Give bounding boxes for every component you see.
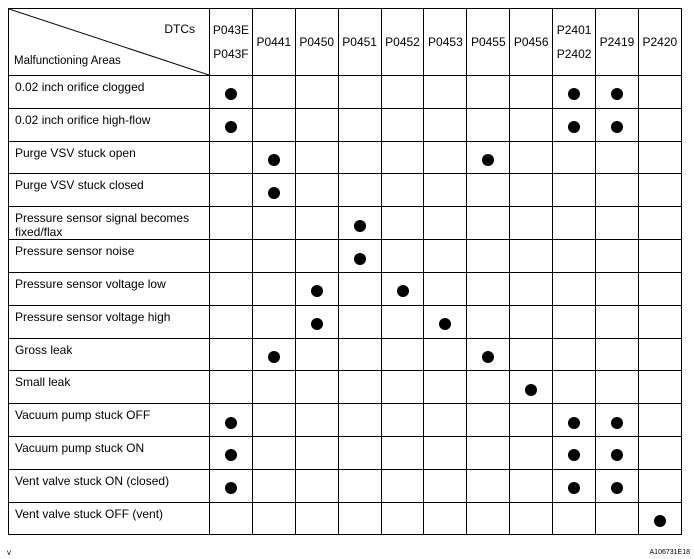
dtcs-header-label: DTCs <box>164 22 195 36</box>
dtc-mark-cell <box>467 240 510 273</box>
dtc-mark-cell <box>510 272 553 305</box>
dtc-mark-cell <box>381 338 424 371</box>
dtc-code: P2402 <box>556 47 592 61</box>
dtc-mark-cell <box>338 76 381 109</box>
malfunctioning-area-cell: Gross leak <box>9 338 210 371</box>
dtc-mark-cell <box>553 371 596 404</box>
dtc-code: P0450 <box>299 35 335 49</box>
dtc-mark-cell <box>424 469 467 502</box>
dtc-mark-cell <box>510 141 553 174</box>
dtc-mark-cell <box>467 469 510 502</box>
dtc-mark-cell <box>553 469 596 502</box>
dtc-mark-cell <box>553 436 596 469</box>
dtc-mark-cell <box>295 141 338 174</box>
dtc-mark-cell <box>596 338 639 371</box>
dtc-mark-cell <box>210 76 253 109</box>
dtc-mark-cell <box>252 502 295 535</box>
dtc-mark-cell <box>381 305 424 338</box>
table-row <box>9 404 682 437</box>
dtc-mark-cell <box>553 174 596 207</box>
dtc-column-header <box>596 9 639 76</box>
dtc-mark-cell <box>252 141 295 174</box>
table-row <box>9 207 682 240</box>
filled-circle-icon <box>611 88 623 100</box>
dtc-mark-cell <box>338 108 381 141</box>
dtc-mark-cell <box>252 76 295 109</box>
dtc-mark-cell <box>638 240 681 273</box>
dtc-mark-cell <box>553 338 596 371</box>
dtc-mark-cell <box>510 469 553 502</box>
dtc-mark-cell <box>596 371 639 404</box>
dtc-mark-cell <box>338 305 381 338</box>
malfunctioning-area-cell: Small leak <box>9 371 210 404</box>
dtc-mark-cell <box>210 404 253 437</box>
filled-circle-icon <box>568 121 580 133</box>
figure-code: A106731E18 <box>649 549 690 556</box>
dtc-mark-cell <box>553 108 596 141</box>
dtc-mark-cell <box>638 174 681 207</box>
filled-circle-icon <box>525 384 537 396</box>
dtc-column-header <box>381 9 424 76</box>
dtc-mark-cell <box>295 207 338 240</box>
dtc-mark-cell <box>424 371 467 404</box>
dtc-mark-cell <box>252 436 295 469</box>
dtc-code: P043E <box>212 23 249 37</box>
dtc-mark-cell <box>596 404 639 437</box>
dtc-mark-cell <box>510 207 553 240</box>
dtc-mark-cell <box>252 305 295 338</box>
dtc-mark-cell <box>210 108 253 141</box>
dtc-mark-cell <box>424 436 467 469</box>
dtc-mark-cell <box>638 207 681 240</box>
dtc-mark-cell <box>210 469 253 502</box>
malfunctioning-area-cell: 0.02 inch orifice clogged <box>9 76 210 109</box>
dtc-mark-cell <box>295 174 338 207</box>
dtc-mark-cell <box>596 174 639 207</box>
dtc-mark-cell <box>295 76 338 109</box>
dtc-mark-cell <box>210 436 253 469</box>
dtc-mark-cell <box>338 207 381 240</box>
dtc-mark-cell <box>210 272 253 305</box>
filled-circle-icon <box>482 351 494 363</box>
filled-circle-icon <box>611 482 623 494</box>
dtc-mark-cell <box>424 76 467 109</box>
dtc-mark-cell <box>553 305 596 338</box>
dtc-mark-cell <box>510 338 553 371</box>
dtc-mark-cell <box>381 436 424 469</box>
dtc-mark-cell <box>338 502 381 535</box>
dtc-mark-cell <box>467 305 510 338</box>
dtc-mark-cell <box>381 469 424 502</box>
corner-mark: v <box>7 548 11 557</box>
dtc-mark-cell <box>467 371 510 404</box>
dtc-malfunction-table <box>8 8 682 535</box>
dtc-mark-cell <box>295 240 338 273</box>
dtc-mark-cell <box>210 240 253 273</box>
dtc-column-header <box>553 9 596 76</box>
dtc-mark-cell <box>596 141 639 174</box>
filled-circle-icon <box>482 154 494 166</box>
dtc-mark-cell <box>381 108 424 141</box>
dtc-mark-cell <box>295 108 338 141</box>
dtc-mark-cell <box>510 240 553 273</box>
table-row <box>9 305 682 338</box>
dtc-mark-cell <box>467 272 510 305</box>
table-row <box>9 338 682 371</box>
dtc-mark-cell <box>424 141 467 174</box>
dtc-column-header <box>252 9 295 76</box>
dtc-mark-cell <box>424 240 467 273</box>
dtc-mark-cell <box>638 108 681 141</box>
dtc-mark-cell <box>295 272 338 305</box>
dtc-mark-cell <box>338 272 381 305</box>
dtc-mark-cell <box>553 240 596 273</box>
dtc-code: P0452 <box>385 35 420 49</box>
dtc-mark-cell <box>596 469 639 502</box>
dtc-mark-cell <box>510 108 553 141</box>
dtc-code: P2420 <box>642 35 678 49</box>
malfunctioning-area-cell: 0.02 inch orifice high-flow <box>9 108 210 141</box>
dtc-mark-cell <box>252 469 295 502</box>
dtc-mark-cell <box>553 141 596 174</box>
dtc-column-header <box>424 9 467 76</box>
dtc-mark-cell <box>638 371 681 404</box>
dtc-mark-cell <box>467 404 510 437</box>
dtc-mark-cell <box>467 141 510 174</box>
dtc-mark-cell <box>638 272 681 305</box>
dtc-mark-cell <box>295 404 338 437</box>
dtc-mark-cell <box>510 404 553 437</box>
table-row <box>9 240 682 273</box>
dtc-mark-cell <box>424 108 467 141</box>
filled-circle-icon <box>611 449 623 461</box>
dtc-mark-cell <box>596 76 639 109</box>
filled-circle-icon <box>311 285 323 297</box>
dtc-mark-cell <box>510 174 553 207</box>
dtc-mark-cell <box>596 502 639 535</box>
dtc-mark-cell <box>638 404 681 437</box>
dtc-mark-cell <box>467 502 510 535</box>
dtc-mark-cell <box>295 469 338 502</box>
dtc-mark-cell <box>252 207 295 240</box>
dtc-mark-cell <box>424 174 467 207</box>
filled-circle-icon <box>225 417 237 429</box>
dtc-mark-cell <box>295 436 338 469</box>
table-row <box>9 174 682 207</box>
dtc-code: P0453 <box>428 35 463 49</box>
dtc-mark-cell <box>424 305 467 338</box>
dtc-mark-cell <box>510 305 553 338</box>
filled-circle-icon <box>268 187 280 199</box>
filled-circle-icon <box>225 449 237 461</box>
dtc-mark-cell <box>381 174 424 207</box>
dtc-mark-cell <box>381 240 424 273</box>
table-row <box>9 469 682 502</box>
dtc-mark-cell <box>424 338 467 371</box>
dtc-mark-cell <box>210 207 253 240</box>
dtc-mark-cell <box>553 272 596 305</box>
dtc-mark-cell <box>596 305 639 338</box>
dtc-mark-cell <box>596 272 639 305</box>
dtc-mark-cell <box>638 76 681 109</box>
table-header-row <box>9 9 682 76</box>
table-row <box>9 371 682 404</box>
dtc-mark-cell <box>381 404 424 437</box>
dtc-mark-cell <box>338 371 381 404</box>
filled-circle-icon <box>354 253 366 265</box>
dtc-mark-cell <box>295 338 338 371</box>
dtc-mark-cell <box>467 76 510 109</box>
dtc-mark-cell <box>252 108 295 141</box>
filled-circle-icon <box>568 449 580 461</box>
filled-circle-icon <box>611 121 623 133</box>
dtc-mark-cell <box>424 207 467 240</box>
dtc-mark-cell <box>381 502 424 535</box>
dtc-mark-cell <box>252 338 295 371</box>
dtc-mark-cell <box>210 305 253 338</box>
filled-circle-icon <box>397 285 409 297</box>
dtc-mark-cell <box>338 469 381 502</box>
dtc-mark-cell <box>252 371 295 404</box>
dtc-mark-cell <box>338 338 381 371</box>
dtc-mark-cell <box>338 141 381 174</box>
dtc-mark-cell <box>638 469 681 502</box>
filled-circle-icon <box>225 482 237 494</box>
dtc-mark-cell <box>338 404 381 437</box>
dtc-mark-cell <box>381 141 424 174</box>
dtc-mark-cell <box>467 436 510 469</box>
dtc-mark-cell <box>424 272 467 305</box>
malfunctioning-areas-header-label: Malfunctioning Areas <box>14 55 121 67</box>
dtc-mark-cell <box>338 436 381 469</box>
filled-circle-icon <box>268 351 280 363</box>
dtc-code: P0455 <box>470 35 506 49</box>
dtc-mark-cell <box>596 207 639 240</box>
dtc-column-header <box>338 9 381 76</box>
filled-circle-icon <box>225 121 237 133</box>
dtc-mark-cell <box>295 305 338 338</box>
dtc-mark-cell <box>638 338 681 371</box>
dtc-column-header <box>210 9 253 76</box>
malfunctioning-area-cell: Vacuum pump stuck ON <box>9 436 210 469</box>
dtc-mark-cell <box>596 108 639 141</box>
dtc-code: P0456 <box>513 35 549 49</box>
table-row <box>9 502 682 535</box>
dtc-code: P043F <box>213 47 249 61</box>
dtc-mark-cell <box>210 502 253 535</box>
malfunctioning-area-cell: Vacuum pump stuck OFF <box>9 404 210 437</box>
dtc-mark-cell <box>295 371 338 404</box>
dtc-mark-cell <box>510 502 553 535</box>
table-row <box>9 108 682 141</box>
dtc-mark-cell <box>210 371 253 404</box>
dtc-mark-cell <box>638 502 681 535</box>
dtc-mark-cell <box>210 338 253 371</box>
dtc-mark-cell <box>510 436 553 469</box>
header-corner-cell <box>9 9 210 76</box>
malfunctioning-area-cell: Pressure sensor voltage low <box>9 272 210 305</box>
dtc-mark-cell <box>381 371 424 404</box>
dtc-mark-cell <box>295 502 338 535</box>
dtc-code: P2419 <box>599 35 635 49</box>
dtc-column-header <box>638 9 681 76</box>
dtc-mark-cell <box>252 174 295 207</box>
table-row <box>9 436 682 469</box>
dtc-mark-cell <box>467 108 510 141</box>
filled-circle-icon <box>568 88 580 100</box>
dtc-mark-cell <box>553 207 596 240</box>
dtc-column-header <box>467 9 510 76</box>
filled-circle-icon <box>225 88 237 100</box>
dtc-mark-cell <box>467 174 510 207</box>
dtc-column-header <box>510 9 553 76</box>
filled-circle-icon <box>654 515 666 527</box>
table-row <box>9 76 682 109</box>
dtc-mark-cell <box>381 272 424 305</box>
table-row <box>9 141 682 174</box>
malfunctioning-area-cell: Purge VSV stuck open <box>9 141 210 174</box>
dtc-mark-cell <box>381 207 424 240</box>
dtc-mark-cell <box>424 404 467 437</box>
filled-circle-icon <box>568 417 580 429</box>
dtc-code: P2401 <box>556 23 592 37</box>
dtc-mark-cell <box>338 240 381 273</box>
dtc-mark-cell <box>467 338 510 371</box>
malfunctioning-area-cell: Vent valve stuck OFF (vent) <box>9 502 210 535</box>
dtc-code: P0441 <box>256 35 292 49</box>
dtc-mark-cell <box>596 436 639 469</box>
dtc-code: P0451 <box>342 35 377 49</box>
dtc-mark-cell <box>510 76 553 109</box>
dtc-mark-cell <box>596 240 639 273</box>
dtc-mark-cell <box>338 174 381 207</box>
malfunctioning-area-cell: Pressure sensor noise <box>9 240 210 273</box>
filled-circle-icon <box>311 318 323 330</box>
dtc-mark-cell <box>510 371 553 404</box>
filled-circle-icon <box>268 154 280 166</box>
dtc-mark-cell <box>252 240 295 273</box>
dtc-mark-cell <box>467 207 510 240</box>
filled-circle-icon <box>354 220 366 232</box>
dtc-mark-cell <box>210 141 253 174</box>
malfunctioning-area-cell: Pressure sensor signal becomes fixed/flax <box>9 207 210 240</box>
dtc-mark-cell <box>638 436 681 469</box>
table-row <box>9 272 682 305</box>
dtc-mark-cell <box>638 305 681 338</box>
malfunctioning-area-cell: Vent valve stuck ON (closed) <box>9 469 210 502</box>
dtc-mark-cell <box>424 502 467 535</box>
filled-circle-icon <box>611 417 623 429</box>
dtc-mark-cell <box>381 76 424 109</box>
malfunctioning-area-cell: Pressure sensor voltage high <box>9 305 210 338</box>
dtc-mark-cell <box>638 141 681 174</box>
table-body <box>9 76 682 535</box>
dtc-column-header <box>295 9 338 76</box>
dtc-mark-cell <box>553 502 596 535</box>
dtc-mark-cell <box>252 272 295 305</box>
dtc-mark-cell <box>553 76 596 109</box>
malfunctioning-area-cell: Purge VSV stuck closed <box>9 174 210 207</box>
filled-circle-icon <box>568 482 580 494</box>
filled-circle-icon <box>439 318 451 330</box>
dtc-mark-cell <box>210 174 253 207</box>
dtc-mark-cell <box>252 404 295 437</box>
dtc-mark-cell <box>553 404 596 437</box>
